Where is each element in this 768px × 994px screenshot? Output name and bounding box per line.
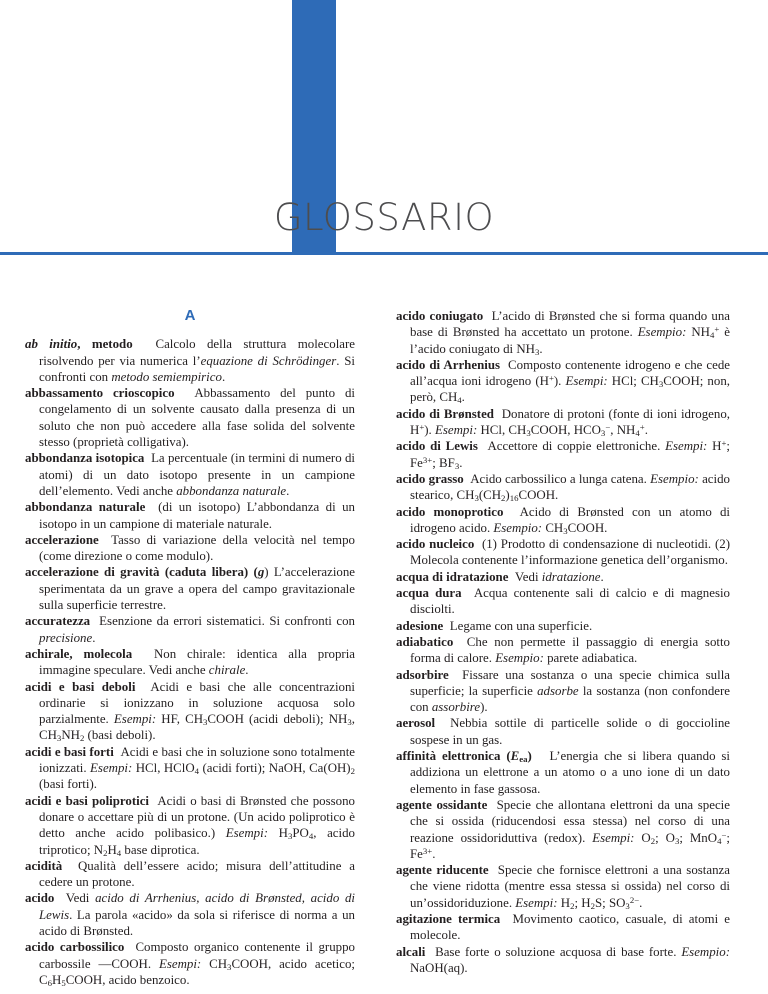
entry-term: acqua dura bbox=[396, 586, 462, 601]
entry-term: abbondanza isotopica bbox=[25, 451, 145, 466]
glossary-entry: abbondanza isotopica La percentuale (in termini di numero di atomi) di un dato isotopo presente in un campione dell’elemento. Vedi anche abbondanza naturale. bbox=[25, 451, 356, 498]
entry-term: agente riducente bbox=[396, 863, 489, 878]
entry-term: accuratezza bbox=[25, 614, 91, 629]
glossary-entry: acido carbossilico Composto organico contenente il gruppo carbossile —COOH. Esempi: $CH_3COOH$, acido acetico; $C_6H_5COOH$, acido benzoico. bbox=[25, 940, 355, 989]
glossary-entry: acido di Lewis Accettore di coppie elettroniche. Esempi: H+; $Fe^{3+}$; $BF_3$. bbox=[396, 438, 730, 471]
section-letter: A bbox=[184, 307, 196, 324]
entry-term: adesione bbox=[396, 618, 444, 633]
entry-term: acido bbox=[25, 891, 55, 906]
glossary-entry: accelerazione Tasso di variazione della velocità nel tempo (come direzione o come modulo). bbox=[25, 532, 355, 564]
glossary-entry: agente riducente Specie che fornisce elettroni a una sostanza che viene ridotta (mentre essa stessa si ossida) nel corso di un’ossidoriduzione. Esempi: $H_2$; $H_2S$; $SO_3^{2-}$. bbox=[396, 863, 730, 911]
entry-term: acqua di idratazione bbox=[396, 569, 509, 584]
glossary-entry: aerosol Nebbia sottile di particelle solide o di goccioline sospese in un gas. bbox=[396, 716, 730, 747]
entry-term: acido di Brønsted bbox=[396, 406, 494, 421]
glossary-entry: acidi e basi deboli Acidi e basi che alle concentrazioni ordinarie si ionizzano in soluzione acquosa solo parzialmente. Esempi: HF, $CH_3COOH$ (acidi deboli); $NH_3$, $CH_3NH_2$ (basi deboli). bbox=[25, 679, 355, 744]
glossary-entry: acido coniugato L’acido di Brønsted che si forma quando una base di Brønsted ha accettato un protone. Esempio: $NH_4^+$ è l’acido coniugato di $NH_3$. bbox=[396, 309, 730, 357]
page-title: GLOSSARIO bbox=[273, 196, 495, 239]
entry-term: adsorbire bbox=[396, 667, 449, 682]
glossary-entry: agente ossidante Specie che allontana elettroni da una specie che si ossida (riducendosi essa stessa) nel corso di una reazione ossidoriduttiva (redox). Esempi: $O_2$; $O_3$; MnO$_4$−; $Fe^{3+}$. bbox=[396, 797, 730, 861]
entry-term: acidi e basi forti bbox=[25, 744, 114, 759]
entry-term: agitazione termica bbox=[396, 911, 501, 926]
glossary-entry: abbassamento crioscopico Abbassamento del punto di congelamento di un solvente causato dalla presenza di un soluto che non può accedere alla fase solida del solvente stesso (proprietà colligativa). bbox=[25, 386, 355, 450]
glossary-entry: acidi e basi forti Acidi e basi che in soluzione sono totalmente ionizzati. Esempi: HCl, HClO$_4$ (acidi forti); NaOH, $Ca(OH)_2$ (basi forti). bbox=[25, 744, 355, 792]
glossary-column-left bbox=[25, 308, 355, 988]
glossary-entry: abbondanza naturale (di un isotopo) L’abbondanza di un isotopo in un campione di materiale naturale. bbox=[25, 500, 355, 531]
entry-term: abbondanza naturale bbox=[25, 500, 146, 515]
entry-term: acido nucleico bbox=[396, 537, 475, 552]
glossary-entry: adiabatico Che non permette il passaggio di energia sotto forma di calore. Esempio: parete adiabatica. bbox=[396, 634, 731, 666]
glossary-entry: accuratezza Esenzione da errori sistematici. Si confronti con precisione. bbox=[25, 614, 355, 645]
glossary-entry: acidità Qualità dell’essere acido; misura dell’attitudine a cedere un protone. bbox=[25, 858, 356, 890]
entry-term: acido grasso bbox=[396, 471, 464, 486]
glossary-entry: achirale, molecola Non chirale: identica alla propria immagine speculare. Vedi anche chirale. bbox=[25, 646, 355, 678]
glossary-entry: accelerazione di gravità (caduta libera) (g) L’accelerazione sperimentata da un grave a opera del campo gravitazionale sulla superficie terrestre. bbox=[25, 565, 356, 613]
entry-term: achirale, molecola bbox=[25, 646, 133, 661]
entry-term: abbassamento crioscopico bbox=[25, 386, 175, 401]
entry-term: acido monoprotico bbox=[396, 504, 504, 519]
glossary-entry: acqua dura Acqua contenente sali di calcio e di magnesio disciolti. bbox=[396, 586, 730, 617]
entry-term: acido coniugato bbox=[396, 309, 484, 323]
glossary-entry: acido di Arrhenius Composto contenente idrogeno e che cede all’acqua ioni idrogeno (H+). Esempi: HCl; $CH_3COOH$; non, però, $CH_4$. bbox=[396, 357, 730, 406]
entry-term: accelerazione di gravità (caduta libera) (g bbox=[25, 565, 265, 580]
entry-term: accelerazione bbox=[25, 532, 99, 547]
glossary-entry: affinità elettronica $(E_{ea})$ L’energia che si libera quando si addiziona un elettrone a un atomo o a uno ione di un dato elemento in fase gassosa. bbox=[396, 749, 730, 796]
entry-term: acido carbossilico bbox=[25, 940, 125, 955]
entry-term: ab initio, metodo bbox=[25, 337, 133, 352]
glossary-entry: acido di Brønsted Donatore di protoni (fonte di ioni idrogeno, H+). Esempi: HCl, $CH_3COOH$, $HCO_3^-$, $NH_4^+$. bbox=[396, 406, 730, 439]
glossary-entry: ab initio, metodo Calcolo della struttura molecolare risolvendo per via numerica l’equazione di Schrödinger. Si confronti con metodo semiempirico. bbox=[25, 337, 356, 384]
entry-term: affinità elettronica $(E_{ea})$ bbox=[396, 749, 532, 765]
glossary-entry: acido Vedi acido di Arrhenius, acido di Brønsted, acido di Lewis. La parola «acido» da sola si riferisce di norma a un acido di Brønsted. bbox=[25, 891, 355, 938]
glossary-entry: acqua di idratazione Vedi idratazione. bbox=[396, 569, 604, 584]
header-rule bbox=[0, 252, 768, 255]
entry-term: acidi e basi deboli bbox=[25, 679, 136, 694]
entry-term: acidi e basi poliprotici bbox=[25, 793, 150, 808]
entry-term: agente ossidante bbox=[396, 797, 488, 812]
entry-term: adiabatico bbox=[396, 634, 454, 649]
glossary-entry: acido nucleico (1) Prodotto di condensazione di nucleotidi. (2) Molecola contenente l’informazione genetica dell’organismo. bbox=[396, 537, 730, 568]
glossary-entry: alcali Base forte o soluzione acquosa di base forte. Esempio: NaOH(aq). bbox=[396, 944, 730, 975]
glossary-entry: acido monoprotico Acido di Brønsted con un atomo di idrogeno acido. Esempio: $CH_3COOH$. bbox=[396, 504, 730, 537]
glossary-entry: acidi e basi poliprotici Acidi o basi di Brønsted che possono donare o accettare più di un protone. (Un acido poliprotico è detto anche acido polibasico.) Esempi: $H_3PO_4$, acido triprotico; $N_2H_4$ base diprotica. bbox=[25, 793, 355, 858]
glossary-entry: adsorbire Fissare una sostanza o una specie chimica sulla superficie; la superficie adsorbe la sostanza (non confondere con assorbire). bbox=[396, 667, 730, 715]
glossary-entry: adesione Legame con una superficie. bbox=[396, 618, 593, 633]
glossary-entry: acido grasso Acido carbossilico a lunga catena. Esempio: acido stearico, $CH_3(CH_2)_{16}COOH$. bbox=[396, 471, 730, 504]
entry-term: acidità bbox=[25, 858, 63, 873]
entry-term: acido di Lewis bbox=[396, 439, 478, 454]
glossary-entry: agitazione termica Movimento caotico, casuale, di atomi e molecole. bbox=[396, 911, 730, 943]
entry-term: aerosol bbox=[396, 716, 436, 731]
entry-term: acido di Arrhenius bbox=[396, 357, 501, 372]
entry-term: alcali bbox=[396, 944, 426, 959]
glossary-column-right bbox=[396, 308, 730, 976]
